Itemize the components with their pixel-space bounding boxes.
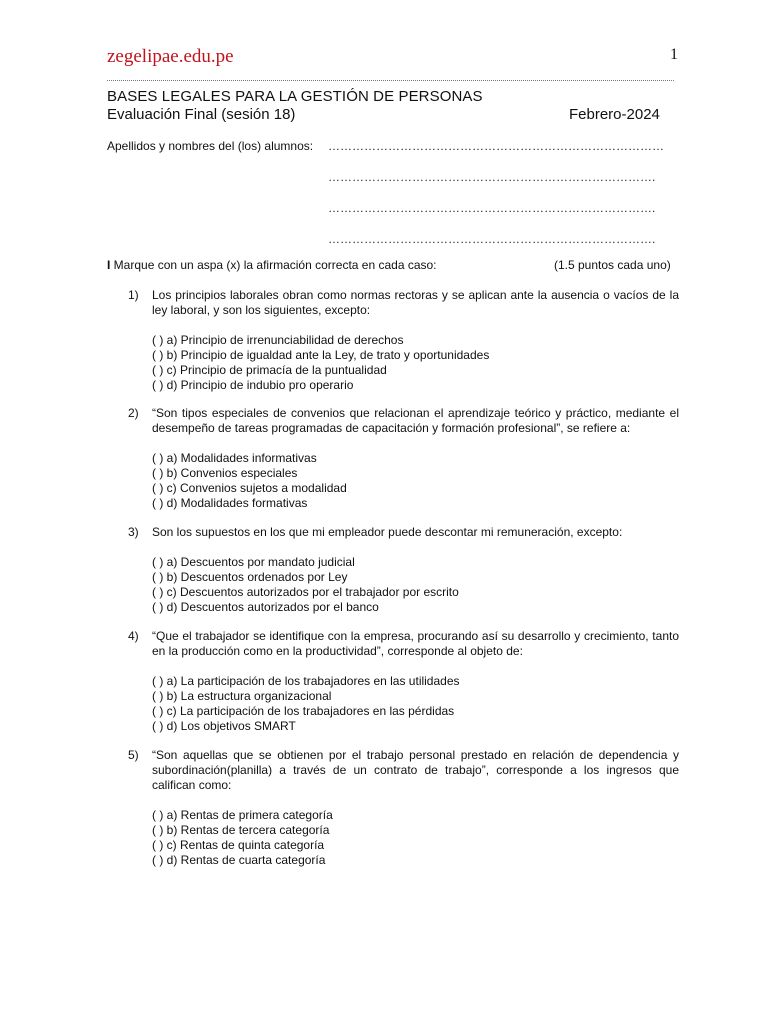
- question-options: [152, 333, 679, 393]
- option-d[interactable]: ( ) d) Principio de indubio pro operario: [152, 378, 354, 392]
- question-options: [152, 808, 679, 868]
- question-stem: Son los supuestos en los que mi empleador puede descontar mi remuneración, excepto:: [152, 525, 623, 539]
- option-d[interactable]: ( ) d) Los objetivos SMART: [152, 719, 296, 733]
- section-header: [107, 258, 677, 272]
- question-number: 2): [128, 406, 139, 420]
- question-stem: “Que el trabajador se identifique con la empresa, procurando así su desarrollo y crecimiento, tanto en la producción como en la productividad”, corresponde al objeto de:: [152, 629, 679, 658]
- section-numeral: I: [107, 258, 111, 272]
- option-c[interactable]: ( ) c) La participación de los trabajadores en las pérdidas: [152, 704, 455, 718]
- student-name-line-2: ……………………………………………………………………….: [328, 170, 656, 184]
- student-name-line-3: ……………………………………………………………………….: [328, 201, 656, 215]
- option-b[interactable]: ( ) b) Principio de igualdad ante la Ley, de trato y oportunidades: [152, 348, 490, 362]
- question-2: [128, 406, 679, 511]
- option-b[interactable]: ( ) b) Rentas de tercera categoría: [152, 823, 330, 837]
- option-c[interactable]: ( ) c) Rentas de quinta categoría: [152, 838, 325, 852]
- exam-title: BASES LEGALES PARA LA GESTIÓN DE PERSONAS: [107, 88, 483, 105]
- option-b[interactable]: ( ) b) La estructura organizacional: [152, 689, 332, 703]
- option-c[interactable]: ( ) c) Convenios sujetos a modalidad: [152, 481, 347, 495]
- question-number: 4): [128, 629, 139, 643]
- site-name: zegelipae.edu.pe: [107, 46, 234, 67]
- question-options: [152, 555, 679, 615]
- student-names-label: Apellidos y nombres del (los) alumnos:: [107, 139, 314, 153]
- question-1: [128, 288, 679, 393]
- page-number: 1: [670, 46, 678, 63]
- student-name-line-4: ……………………………………………………………………….: [328, 232, 656, 246]
- student-name-line-1: …………………………………………………………………………: [328, 139, 664, 153]
- header-divider: [107, 80, 674, 81]
- question-stem: “Son aquellas que se obtienen por el trabajo personal prestado en relación de dependencia y subordinación(planilla) a través de un contrato de trabajo”, corresponde a los ingresos que califican como:: [152, 748, 679, 792]
- option-b[interactable]: ( ) b) Descuentos ordenados por Ley: [152, 570, 348, 584]
- question-5: [128, 748, 679, 868]
- question-4: [128, 629, 679, 734]
- section-instruction: Marque con un aspa (x) la afirmación correcta en cada caso:: [110, 258, 437, 272]
- option-a[interactable]: ( ) a) La participación de los trabajadores en las utilidades: [152, 674, 460, 688]
- option-a[interactable]: ( ) a) Principio de irrenunciabilidad de derechos: [152, 333, 404, 347]
- question-number: 5): [128, 748, 139, 762]
- question-options: [152, 674, 679, 734]
- question-stem: “Son tipos especiales de convenios que relacionan el aprendizaje teórico y práctico, mediante el desempeño de tareas programadas de capacitación y formación profesional”, se refiere a:: [152, 406, 679, 435]
- option-d[interactable]: ( ) d) Rentas de cuarta categoría: [152, 853, 326, 867]
- exam-date: Febrero-2024: [569, 106, 660, 123]
- option-c[interactable]: ( ) c) Descuentos autorizados por el trabajador por escrito: [152, 585, 459, 599]
- option-a[interactable]: ( ) a) Modalidades informativas: [152, 451, 317, 465]
- option-c[interactable]: ( ) c) Principio de primacía de la puntualidad: [152, 363, 387, 377]
- option-a[interactable]: ( ) a) Descuentos por mandato judicial: [152, 555, 355, 569]
- question-3: [128, 525, 679, 615]
- question-number: 1): [128, 288, 139, 302]
- option-d[interactable]: ( ) d) Modalidades formativas: [152, 496, 308, 510]
- question-number: 3): [128, 525, 139, 539]
- question-options: [152, 451, 679, 511]
- option-d[interactable]: ( ) d) Descuentos autorizados por el banco: [152, 600, 379, 614]
- exam-subtitle: Evaluación Final (sesión 18): [107, 106, 296, 123]
- option-a[interactable]: ( ) a) Rentas de primera categoría: [152, 808, 333, 822]
- section-points: (1.5 puntos cada uno): [554, 258, 671, 272]
- option-b[interactable]: ( ) b) Convenios especiales: [152, 466, 298, 480]
- question-stem: Los principios laborales obran como normas rectoras y se aplican ante la ausencia o vacíos de la ley laboral, y son los siguientes, excepto:: [152, 288, 679, 317]
